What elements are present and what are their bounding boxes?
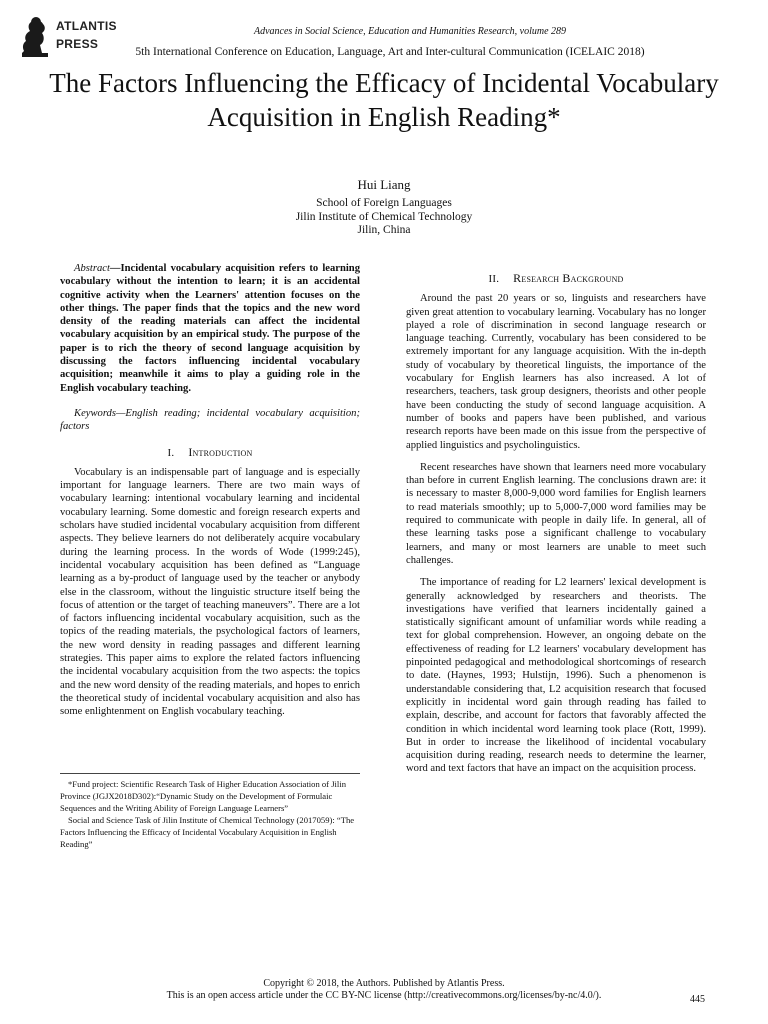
author-name: Hui Liang <box>357 177 411 192</box>
copyright-line: Copyright © 2018, the Authors. Published by Atlantis Press. <box>263 978 505 989</box>
body-paragraph: The importance of reading for L2 learners' lexical development is generally acknowledged by researchers and theorists. The investigations have verified that learners incidentally gained a statistically significant amount of unfamiliar words while reading a text for global comprehension. However, an ongoing debate on the effectiveness of reading for L2 learners' vocabulary development has pinpointed pedagogical and methodological shortcomings of research to date. (Haynes, 1993; Hulstijn, 1996). Such a phenomenon is understandable considering that, L2 acquisition research that focused explicitly in incidental word gain through reading has failed to explain, describe, and account for factors that favorably affected the condition in which incidental word learning took place (Rott, 1999). But in order to increase the likelihood of incidental vocabulary acquisition during reading, research needs to determine the learner, word and text factors that have an impact on the acquisition process. <box>406 577 706 775</box>
left-column <box>60 262 360 728</box>
affiliation-location: Jilin, China <box>357 224 411 236</box>
section-title: Research Background <box>513 271 624 285</box>
thinker-statue-icon <box>18 15 52 59</box>
affiliation-institute: Jilin Institute of Chemical Technology <box>295 210 473 223</box>
affiliation-department: School of Foreign Languages <box>316 197 452 209</box>
body-paragraph: Around the past 20 years or so, linguists and researchers have given great attention to vocabulary learning. Vocabulary has no longer played a role of discrimination in second language research or language teaching. Currently, vocabulary has been considered to be extremely important for any language acquisition. With the in-depth study of vocabulary by theoretical linguists, the importance of the vocabulary for English learners has also increased. A lot of researchers, teachers, task group designers, theorists and other people have been conducting the study of second language acquisition. A number of books and papers have been published, and various research reports have been made on this issue from the perspective of applied linguistics and psycholinguistics. <box>406 293 706 451</box>
page-number: 445 <box>690 994 705 1005</box>
section-number: I. <box>167 446 175 459</box>
author-block <box>234 177 534 238</box>
section-heading-research-background <box>406 272 706 286</box>
body-paragraph: Recent researches have shown that learners need more vocabulary than before in current English learning. The conclusions drawn are: it is necessary to master 8,000-9,000 word families for English learners to read materials smoothly; up to 5,000-7,000 word families may be required to communicate with people in daily life. In general, all of these learning tasks pose a significant challenge to vocabulary learners, and many or most learners are unable to meet such challenges. <box>406 461 706 566</box>
footnote-institute-task: Social and Science Task of Jilin Institute of Chemical Technology (2017059): “The Factors Influencing the Efficacy of Incidental Vocabulary Acquisition in English Reading” <box>60 815 355 849</box>
keywords-text: —English reading; incidental vocabulary acquisition; factors <box>60 407 360 433</box>
section-title: Introduction <box>188 444 253 459</box>
journal-header: Advances in Social Science, Education and Humanities Research, volume 289 <box>253 26 567 37</box>
keywords <box>60 407 360 434</box>
section-number: II. <box>488 273 500 285</box>
footnotes <box>60 778 360 850</box>
logo-text-line2: PRESS <box>56 37 99 51</box>
keywords-label: Keywords <box>74 407 116 419</box>
abstract-label: Abstract <box>74 263 110 274</box>
license-line: This is an open access article under the CC BY-NC license (http://creativecommons.org/licenses/by-nc/4.0/). <box>166 990 602 1001</box>
paper-title: The Factors Influencing the Efficacy of Incidental Vocabulary Acquisition in English Reading* <box>49 68 719 132</box>
footnote-fund-project: *Fund project: Scientific Research Task of Higher Education Association of Jilin Province (JGJX2018D302):“Dynamic Study on the Development of Formulaic Sequences and the Writing Ability of Foreign Language Learners” <box>60 779 346 813</box>
body-paragraph: Vocabulary is an indispensable part of language and is especially important for language learners. There are two main ways of vocabulary learning: intentional vocabulary learning and incidental vocabulary learning. Some domestic and foreign research experts and scholars have studied incidental vocabulary acquisition from different aspects. They believe learners do not deliberately acquire vocabulary during the learning process. In the words of Wode (1999:245), incidental vocabulary acquisition has been defined as “Language learning as a by-product of language used by the teacher or anybody else in the classroom, without the linguistic structure itself being the focus of attention or the target of teaching maneuvers”. There are a lot of factors influencing incidental vocabulary acquisition, such as the topics of the reading materials, the psychological factors of learners, the new word density in reading passages and different learning strategies. This paper aims to explore the related factors influencing the incidental vocabulary acquisition from the two aspects: the topics and the new word density of the reading materials, and hopes to enrich the theoretical study of incidental vocabulary acquisition and also has some enlightenment on English vocabulary teaching. <box>60 466 360 718</box>
logo-text-line1: ATLANTIS <box>56 19 117 33</box>
section-heading-introduction <box>60 446 360 460</box>
right-column <box>406 272 706 785</box>
footnote-divider <box>60 773 360 774</box>
conference-header: 5th International Conference on Education, Language, Art and Inter-cultural Communication (ICELAIC 2018) <box>135 46 645 58</box>
page-footer <box>100 978 668 1002</box>
abstract <box>60 262 360 395</box>
abstract-text: —Incidental vocabulary acquisition refers to learning vocabulary without the intention to learn; it is an accidental cognitive activity when the Learners' attention focuses on the other things. The paper finds that the topics and the new word density of the reading materials can affect the incidental vocabulary acquisition by an empirical study. The purpose of the paper is to rich the theory of second language acquisition by discussing the factors influencing incidental vocabulary acquisition; meanwhile it aims to play a guiding role in the English vocabulary teaching. <box>60 263 360 394</box>
